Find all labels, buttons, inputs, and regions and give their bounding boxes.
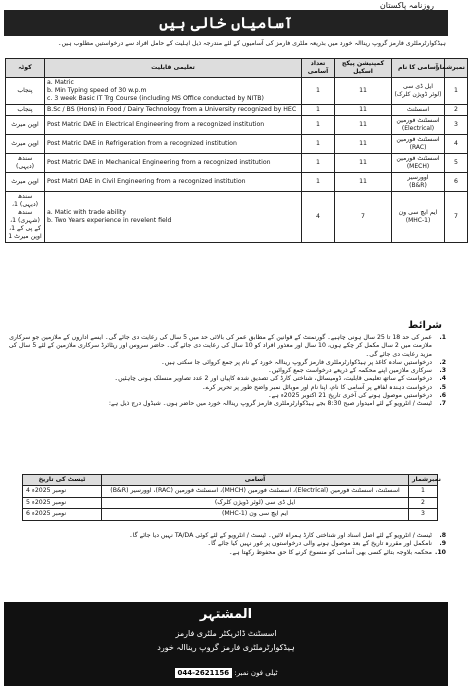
post-cell — [392, 116, 445, 135]
newspaper-name: روزنامہ پاکستان — [379, 1, 434, 10]
condition-text: درخواستیں موصول ہونے کی آخری تاریخ 21 اکتوبر 2025ء ہے۔ — [268, 392, 432, 400]
condition-text: درخواست دہندہ لفافے پر آسامی کا نام، اپنا نام اور موبائل نمبر واضح طور پر تحریر کرے۔ — [202, 383, 432, 391]
test-date-cell: 5 نومبر 2025ء — [23, 497, 102, 508]
condition-number: 4. — [439, 375, 446, 383]
table-row — [6, 116, 468, 135]
count-cell: 1 — [302, 78, 335, 105]
header-schedule-no: نمبرشمار — [409, 475, 438, 486]
qualification-line: Post Matric DAE in Mechanical Engineering from a recognized institution — [47, 159, 271, 166]
post-cell — [392, 78, 445, 105]
condition-item — [6, 367, 446, 375]
post-cell — [392, 135, 445, 154]
schedule-serial-cell: 2 — [409, 497, 438, 508]
condition-text: ٹیسٹ / انٹرویو کے لئے اصل اسناد اور شناختی کارڈ ہمراہ لائیں۔ ٹیسٹ / انٹرویو کے لئے کوئی TA/DA نہیں دیا جائے گا۔ — [129, 532, 432, 539]
post-name-urdu: اسسٹنٹ — [406, 106, 430, 113]
table-row — [23, 509, 438, 520]
qualification-line: B.Sc / BS (Hons) in Food / Dairy Technology from a University recognized by HEC — [47, 106, 297, 113]
condition-number: 7. — [439, 400, 446, 408]
phone-line — [4, 668, 448, 678]
qualification-cell — [45, 116, 302, 135]
schedule-table — [22, 474, 441, 521]
schedule-posts-cell: اسسٹنٹ، اسسٹنٹ فورمین (Electrical)، اسسٹنٹ فورمین (MHCH)، اسسٹنٹ فورمین (RAC)، اوورسیر (B&R) — [102, 486, 409, 497]
schedule-table-body — [23, 486, 438, 520]
scale-cell: 11 — [335, 78, 392, 105]
table-row — [6, 154, 468, 173]
scale-cell: 11 — [335, 135, 392, 154]
condition-number: 3. — [439, 367, 446, 375]
condition-item — [6, 384, 446, 392]
post-name-english: (لوئر ڈویژن کلرک) — [394, 91, 442, 98]
schedule-serial-cell: 1 — [409, 486, 438, 497]
table-row — [23, 497, 438, 508]
scale-cell: 11 — [335, 105, 392, 116]
header-count: تعداد آسامی — [302, 59, 335, 78]
post-name-urdu: ایم ایچ سی ون — [398, 209, 438, 216]
condition-item — [6, 549, 446, 557]
condition-text: سرکاری ملازمین اپنے محکمہ کے ذریعے درخواست جمع کروائیں۔ — [268, 367, 432, 375]
condition-item — [6, 400, 446, 408]
condition-number: 6. — [439, 392, 446, 400]
scale-cell: 11 — [335, 116, 392, 135]
test-date-cell: 4 نومبر 2025ء — [23, 486, 102, 497]
schedule-serial-cell: 3 — [409, 509, 438, 520]
condition-text: ٹیسٹ / انٹرویو کے لئے امیدوار صبح 8:30 بجے ہیڈکوارٹرملٹری فارمز گروپ ریناالہ خورد میں حاضر ہوں۔ شیڈول درج ذیل ہے: — [108, 400, 432, 408]
qualification-cell — [45, 192, 302, 243]
count-cell: 4 — [302, 192, 335, 243]
quota-cell: پنجاب — [6, 78, 45, 105]
post-name-english: (Electrical) — [401, 125, 435, 132]
post-cell — [392, 173, 445, 192]
jobs-table-header — [6, 59, 468, 78]
header-schedule-posts: آسامی — [102, 475, 409, 486]
qualification-line: a. Matric — [47, 79, 74, 86]
advertiser-title: المشتہر — [199, 607, 253, 622]
post-name-english: (MECH) — [406, 163, 430, 170]
count-cell: 1 — [302, 173, 335, 192]
header-test-date: ٹیسٹ کی تاریخ — [23, 475, 102, 486]
count-cell: 1 — [302, 135, 335, 154]
quota-cell: سندھ (دیہی) 1، سندھ (شہری) 1، کے پی کے 1، اوپن میرٹ 1 — [6, 192, 45, 243]
quota-cell: اوپن میرٹ — [6, 116, 45, 135]
condition-number: 10. — [435, 548, 446, 556]
qualification-cell — [45, 78, 302, 105]
header-qualification: تعلیمی قابلیت — [45, 59, 302, 78]
quota-cell: سندھ (دیہی) — [6, 154, 45, 173]
condition-number: 1. — [439, 334, 446, 341]
scale-cell: 11 — [335, 154, 392, 173]
post-name-english: (RAC) — [409, 144, 427, 151]
phone-number: 044-2621156 — [175, 668, 233, 678]
schedule-table-header — [23, 475, 438, 486]
post-name-urdu: ایل ڈی سی — [402, 83, 433, 90]
serial-cell: 2 — [445, 105, 468, 116]
condition-item — [6, 359, 446, 367]
condition-item — [6, 375, 446, 383]
scale-cell: 7 — [335, 192, 392, 243]
post-name-urdu: اسسٹنٹ فورمین — [396, 136, 440, 143]
quota-cell: پنجاب — [6, 105, 45, 116]
post-name-urdu: اسسٹنٹ فورمین — [396, 155, 440, 162]
post-name-urdu: اسسٹنٹ فورمین — [396, 117, 440, 124]
serial-cell: 3 — [445, 116, 468, 135]
condition-number: 5. — [439, 383, 446, 391]
post-cell — [392, 105, 445, 116]
table-row — [6, 173, 468, 192]
qualification-cell — [45, 105, 302, 116]
condition-number: 2. — [439, 358, 446, 366]
condition-number: 9. — [439, 540, 446, 548]
condition-text: درخواست کے ساتھ تعلیمی قابلیت، ڈومیسائل، شناختی کارڈ کی تصدیق شدہ کاپیاں اور 2 عدد تصاویر منسلک ہونی چاہئیں۔ — [114, 375, 432, 383]
header-scale: کمپنیشن پیکج اسکیل — [335, 59, 392, 78]
test-date-cell: 6 نومبر 2025ء — [23, 509, 102, 520]
jobs-table — [5, 58, 468, 243]
qualification-cell — [45, 154, 302, 173]
advertiser-designation: اسسٹنٹ ڈائریکٹر ملٹری فارمز — [175, 629, 277, 638]
jobs-table-body — [6, 78, 468, 243]
post-name-urdu: اوورسیر — [407, 174, 429, 181]
qualification-line: a. Matic with trade ability — [47, 209, 126, 216]
phone-label: ٹیلی فون نمبر: — [234, 669, 278, 677]
condition-item — [6, 334, 446, 359]
vacancy-banner: آسامیاں خالی ہیں — [4, 10, 448, 36]
serial-cell: 7 — [445, 192, 468, 243]
condition-number: 8. — [439, 532, 446, 539]
scale-cell: 11 — [335, 173, 392, 192]
conditions-list — [6, 334, 446, 409]
schedule-posts-cell: ایل ڈی سی (لوئر ڈویژن کلرک) — [102, 497, 409, 508]
quota-cell: اوپن میرٹ — [6, 173, 45, 192]
post-cell — [392, 192, 445, 243]
table-row — [6, 135, 468, 154]
qualification-line: b. Two Years experience in revelent field — [47, 217, 172, 224]
schedule-posts-cell: ایم ایچ سی ون (MHC-1) — [102, 509, 409, 520]
condition-item — [6, 540, 446, 548]
post-name-english: (B&R) — [409, 182, 427, 189]
advertiser-footer — [4, 602, 448, 686]
serial-cell: 5 — [445, 154, 468, 173]
condition-text: عمر کی حد 18 تا 25 سال ہونی چاہیے۔ گورنمنٹ کے قوانین کے مطابق عمر کی بالائی حد میں 5 سال کی رعایت دی جائے گی۔ ایسے اداروں کے ملازمین جو سرکاری ملازمت میں 2 سال مکمل کر چکے ہوں، 10 سال اور معذور افراد کو 10 سال کی رعایت دی جائے گی۔ حاضر سروس اور ریٹائرڈ سرکاری ملازمین کے لئے 5 سال کی مزید رعایت دی جائے گی۔ — [8, 334, 432, 358]
count-cell: 1 — [302, 154, 335, 173]
qualification-line: Post Matri DAE in Civil Engineering from a recognized institution — [47, 178, 246, 185]
table-row — [23, 486, 438, 497]
post-name-english: (MHC-1) — [405, 217, 431, 224]
table-row — [6, 78, 468, 105]
header-no: نمبرشمار — [445, 59, 468, 78]
table-row — [6, 192, 468, 243]
additional-notes — [6, 532, 446, 557]
serial-cell: 6 — [445, 173, 468, 192]
header-quota: کوٹہ — [6, 59, 45, 78]
qualification-line: c. 3 week Basic IT Trg Course (including MS Office conducted by NITB) — [47, 95, 264, 102]
post-cell — [392, 154, 445, 173]
condition-text: نامکمل اور مقررہ تاریخ کے بعد موصول ہونے والی درخواستوں پر غور نہیں کیا جائے گا۔ — [207, 540, 432, 548]
conditions-title: شرائط — [408, 320, 442, 331]
condition-text: محکمہ بلاوجہ بتائے کسی بھی آسامی کو منسوخ کرنے کا حق محفوظ رکھتا ہے۔ — [228, 548, 432, 556]
condition-text: درخواستیں سادہ کاغذ پر ہیڈکوارٹرملٹری فارمز گروپ ریناالہ خورد کے نام پر جمع کروائی جا سکتی ہیں۔ — [161, 358, 432, 366]
qualification-line: Post Matric DAE in Refrigeration from a recognized institution — [47, 140, 237, 147]
qualification-cell — [45, 173, 302, 192]
quota-cell: اوپن میرٹ — [6, 135, 45, 154]
advertiser-address: ہیڈکوارٹرملٹری فارمز گروپ ریناالہ خورد — [157, 643, 295, 652]
count-cell: 1 — [302, 116, 335, 135]
qualification-line: b. Min Typing speed of 30 w.p.m — [47, 87, 147, 94]
intro-text: ہیڈکوارٹرملٹری فارمز گروپ ریناالہ خورد میں بذریعہ ملٹری فارمز کی آسامیوں کے لئے مندرجہ ذیل اہلیت کے حامل افراد سے درخواستیں مطلوب ہیں۔ — [57, 40, 446, 47]
qualification-cell — [45, 135, 302, 154]
table-row — [6, 105, 468, 116]
qualification-line: Post Matric DAE in Electrical Engineering from a recognized institution — [47, 121, 265, 128]
serial-cell: 4 — [445, 135, 468, 154]
header-post: آسامی کا نام — [392, 59, 445, 78]
count-cell: 1 — [302, 105, 335, 116]
serial-cell: 1 — [445, 78, 468, 105]
